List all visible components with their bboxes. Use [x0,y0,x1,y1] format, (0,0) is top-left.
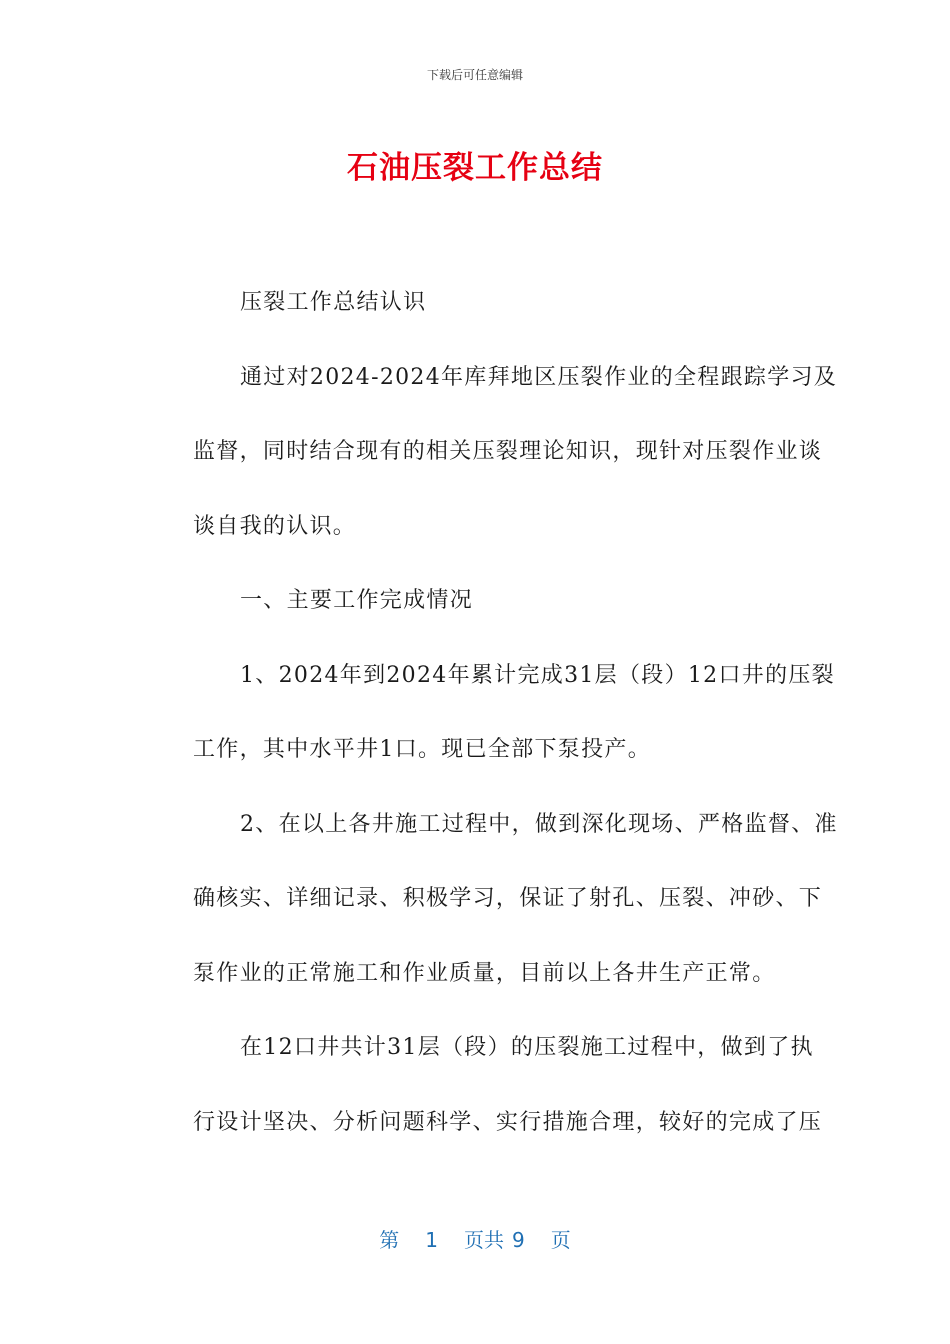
paragraph [146,266,806,341]
paragraph [146,639,835,788]
page-label-prefix: 第 [379,1228,400,1252]
paragraph [146,788,838,1012]
text-line: 工作，其中水平井1口。现已全部下泵投产。 [193,737,651,762]
page-number: 1 [425,1228,438,1252]
paragraph [146,1011,823,1160]
text-line: 1、2024年到2024年累计完成31层（段）12口井的压裂 [240,662,835,688]
text-line: 泵作业的正常施工和作业质量，目前以上各井生产正常。 [193,960,776,986]
text-line: 通过对2024-2024年库拜地区压裂作业的全程跟踪学习及 [240,364,838,390]
text-line: 确核实、详细记录、积极学习，保证了射孔、压裂、冲砂、下 [193,886,823,911]
paragraph [146,341,838,565]
text-line: 行设计坚决、分析问题科学、实行措施合理，较好的完成了压 [193,1109,823,1135]
page-label-mid: 页共 [464,1228,504,1252]
text-line: 一、主要工作完成情况 [240,588,474,613]
header-note: 下载后可任意编辑 [426,68,523,82]
document-body [146,266,838,1160]
text-line: 谈自我的认识。 [193,513,357,539]
page-footer [0,1224,950,1253]
text-line: 压裂工作总结认识 [240,290,427,315]
total-pages: 9 [512,1228,525,1252]
paragraph [146,564,806,639]
text-line: 在12口井共计31层（段）的压裂施工过程中，做到了执 [240,1035,814,1060]
document-title: 石油压裂工作总结 [347,150,603,186]
text-line: 监督，同时结合现有的相关压裂理论知识，现针对压裂作业谈 [193,439,823,464]
text-line: 2、在以上各井施工过程中，做到深化现场、严格监督、准 [240,811,838,837]
page-label-suffix: 页 [550,1228,571,1252]
